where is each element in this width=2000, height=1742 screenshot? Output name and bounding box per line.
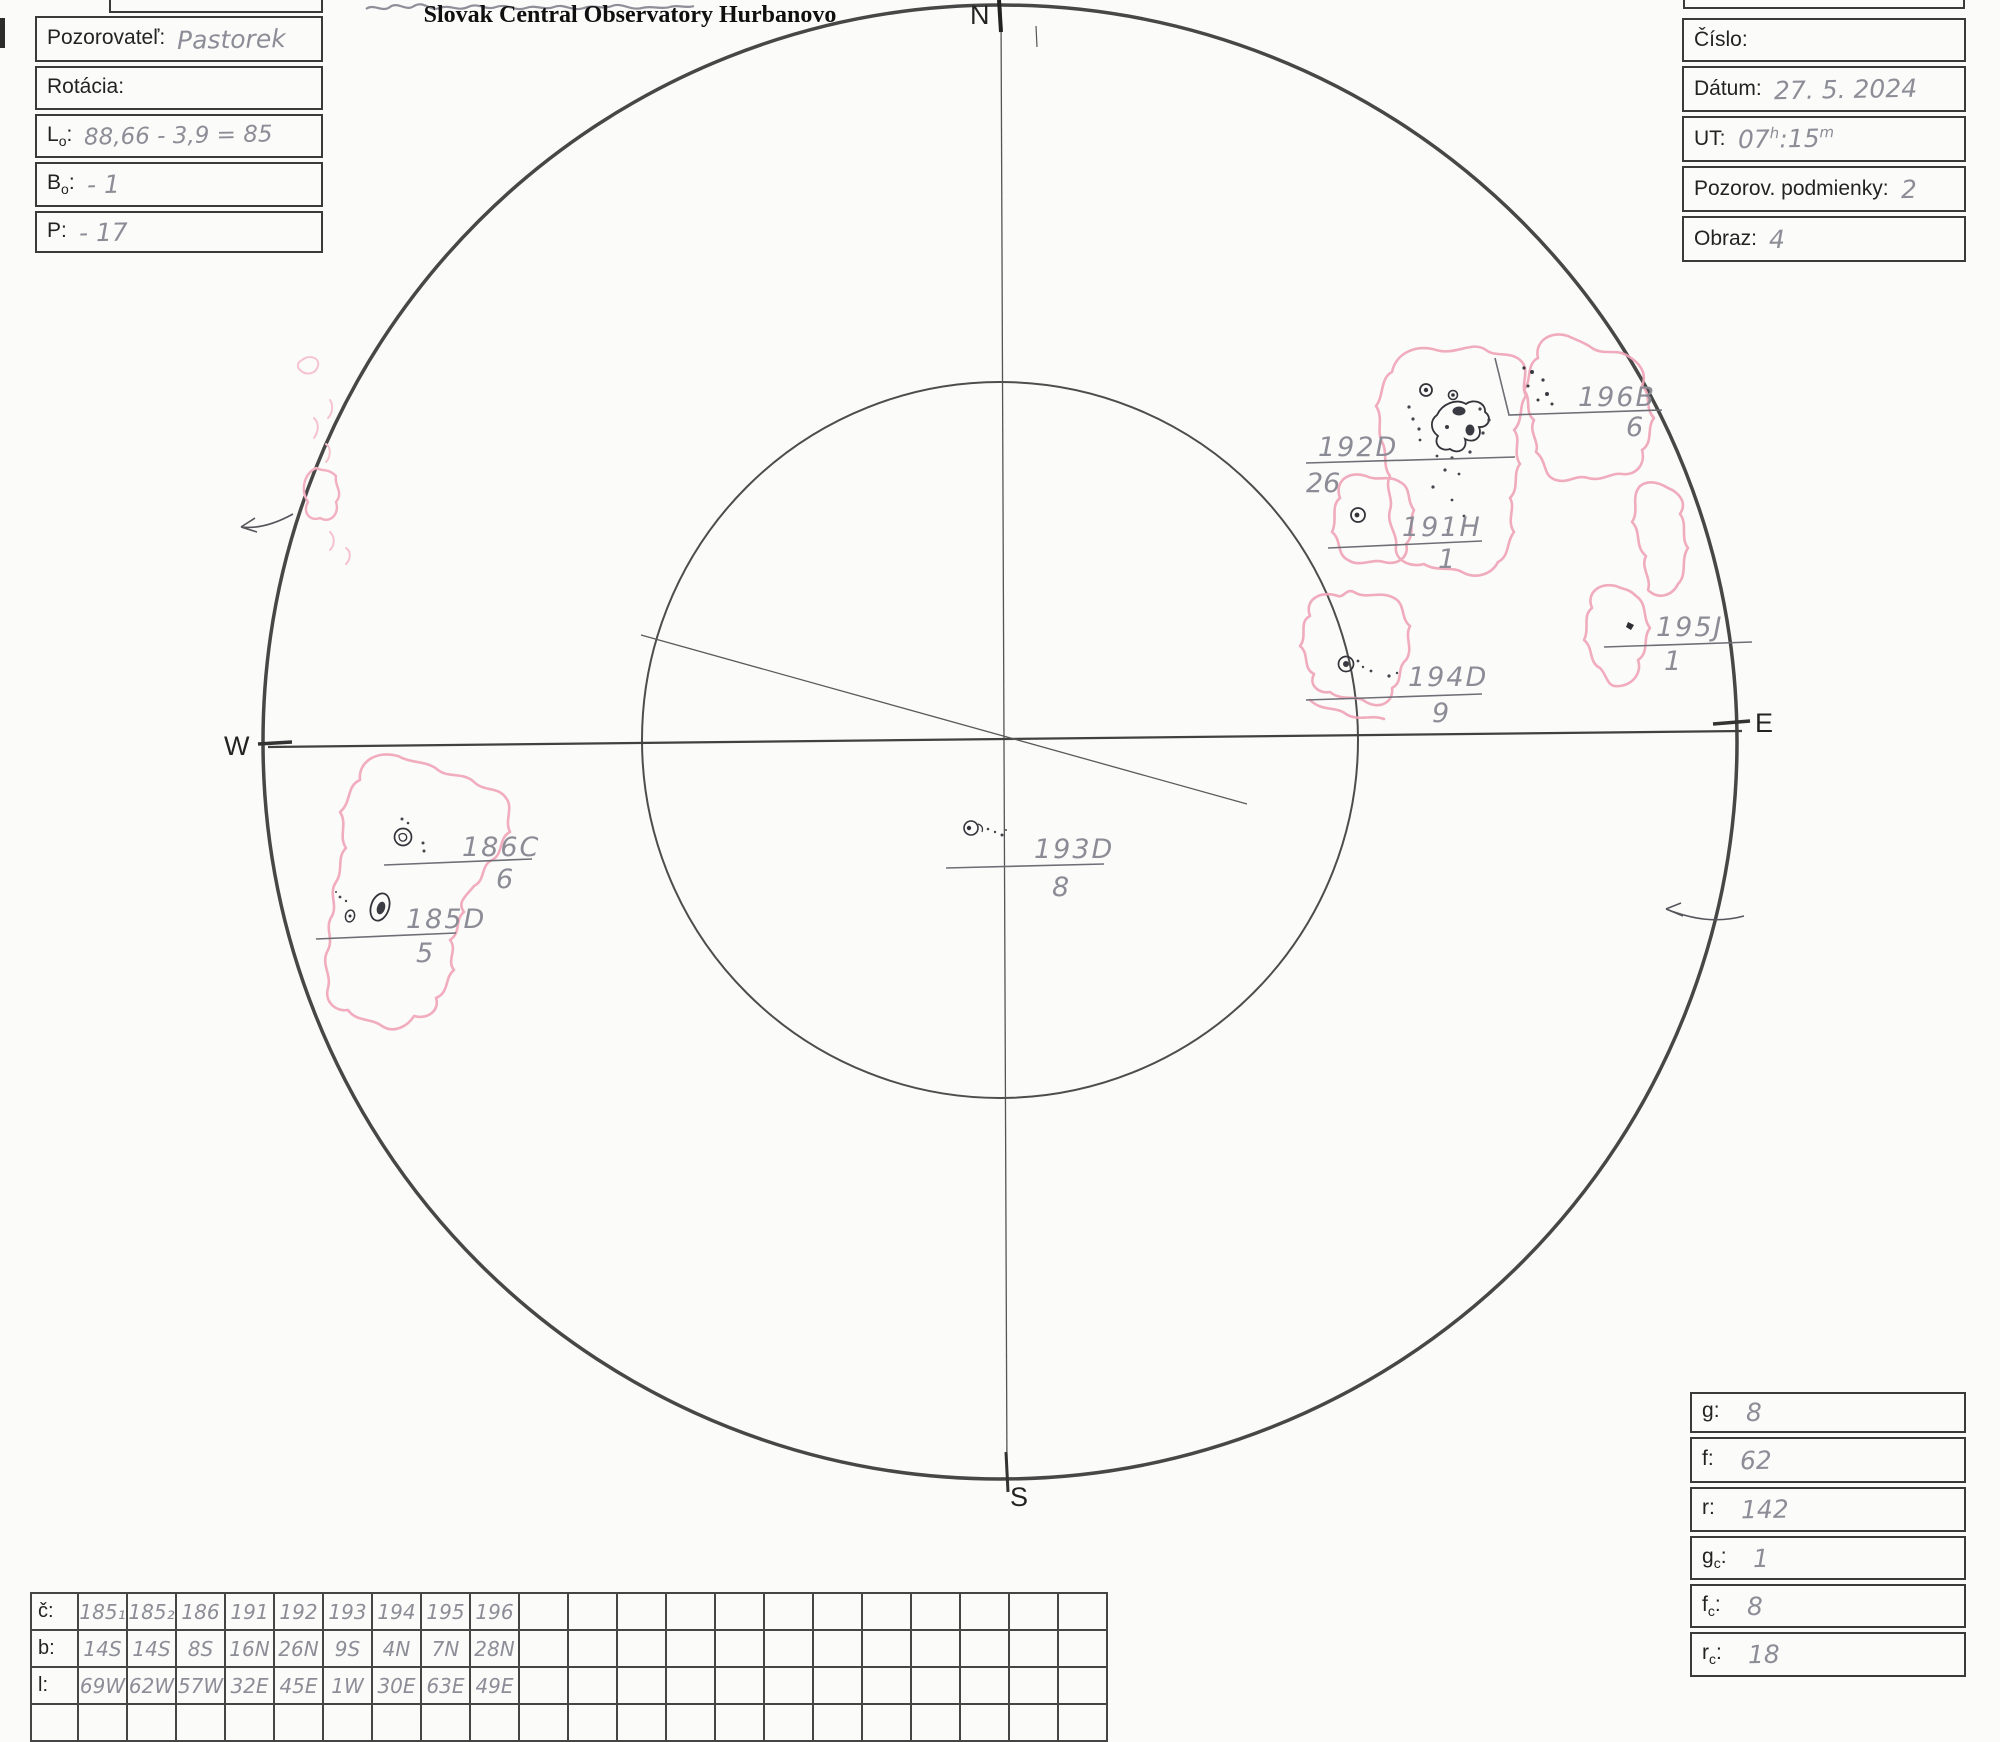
table-cell: 7N (422, 1631, 471, 1668)
field-value: 8 (1745, 1397, 1762, 1428)
field-value: 1 (1752, 1543, 1769, 1573)
table-cell: 45E (275, 1668, 324, 1705)
table-cell (961, 1668, 1010, 1705)
page-title: Slovak Central Observatory Hurbanovo (423, 2, 837, 28)
group-label: 193D (1034, 834, 1115, 865)
group-count: 5 (416, 938, 434, 969)
table-cell (618, 1594, 667, 1631)
table-cell: 57W (177, 1668, 226, 1705)
table-cell (667, 1705, 716, 1742)
table-row (32, 1631, 1108, 1668)
field-value: 2 (1900, 174, 1917, 204)
table-cell (1010, 1631, 1059, 1668)
horizontal-axis (268, 731, 1742, 747)
field-label: Číslo: (1694, 28, 1748, 51)
table-cell (765, 1705, 814, 1742)
table-cell (961, 1594, 1010, 1631)
table-cell (618, 1631, 667, 1668)
field-b0 (35, 162, 323, 207)
field-pozorovatel (35, 16, 323, 62)
group-annotation-185D (316, 904, 486, 969)
table-cell: 9S (324, 1631, 373, 1668)
group-label: 195J (1656, 612, 1724, 643)
group-label: 192D (1318, 432, 1399, 463)
table-cell (422, 1705, 471, 1742)
compass-e-label: E (1755, 708, 1774, 738)
table-cell (863, 1668, 912, 1705)
group-count: 1 (1664, 646, 1682, 677)
compass-w-label: W (224, 731, 250, 761)
table-cell: 49E (471, 1668, 520, 1705)
pink-outline-limb-trail (1632, 482, 1688, 595)
vertical-axis (1001, 8, 1007, 1478)
field-label: g: (1702, 1399, 1720, 1423)
field-value: 4 (1768, 224, 1786, 254)
field-value: Pastorek (176, 23, 287, 55)
table-cell (814, 1594, 863, 1631)
table-cell (177, 1705, 226, 1742)
table-cell (1010, 1668, 1059, 1705)
field-label: Obraz: (1694, 227, 1758, 250)
table-row-label: č: (32, 1594, 79, 1631)
field-label: $g_c$: (1702, 1544, 1727, 1572)
table-cell (716, 1668, 765, 1705)
table-row (32, 1705, 1108, 1742)
sunspots-193D (964, 821, 1007, 837)
table-cell (961, 1705, 1010, 1742)
table-cell (1059, 1705, 1108, 1742)
field-r (1690, 1487, 1966, 1532)
table-cell (765, 1668, 814, 1705)
table-row-label: l: (32, 1668, 79, 1705)
table-cell: 26N (275, 1631, 324, 1668)
field-value: 62 (1739, 1445, 1772, 1475)
group-annotation-193D (946, 834, 1114, 903)
table-cell (520, 1594, 569, 1631)
table-cell: 194 (373, 1594, 422, 1631)
table-cell (520, 1668, 569, 1705)
table-cell (373, 1705, 422, 1742)
table-cell (1059, 1594, 1108, 1631)
field-l0 (35, 114, 323, 158)
field-value: 27. 5. 2024 (1773, 73, 1918, 105)
table-cell (863, 1705, 912, 1742)
field-label: f: (1702, 1446, 1714, 1470)
table-cell: 4N (373, 1631, 422, 1668)
table-cell (618, 1705, 667, 1742)
table-cell: 32E (226, 1668, 275, 1705)
sunspots-194D (1339, 657, 1399, 678)
field-ut (1682, 116, 1966, 162)
table-cell (471, 1705, 520, 1742)
group-label: 185D (406, 904, 487, 935)
table-cell (961, 1631, 1010, 1668)
cutoff-box-left (110, 0, 322, 12)
table-cell (226, 1705, 275, 1742)
field-cislo (1682, 18, 1966, 62)
group-label: 186C (462, 832, 541, 863)
table-cell (863, 1594, 912, 1631)
pencil-arrow-right (1666, 903, 1744, 920)
table-cell (765, 1594, 814, 1631)
field-podmienky (1682, 166, 1966, 212)
table-cell: 63E (422, 1668, 471, 1705)
field-label: r: (1702, 1496, 1715, 1520)
field-label: UT: (1694, 127, 1726, 150)
compass-south (1006, 1452, 1028, 1512)
field-gc (1690, 1536, 1966, 1580)
compass-n-label: N (970, 0, 990, 30)
field-g (1690, 1392, 1966, 1433)
table-cell (275, 1705, 324, 1742)
field-label: $L_o$: (47, 122, 73, 150)
table-cell (1010, 1705, 1059, 1742)
table-cell (569, 1631, 618, 1668)
group-count: 26 (1306, 468, 1341, 499)
table-cell (716, 1594, 765, 1631)
sunspot-191H (1351, 508, 1365, 522)
table-cell: 14S (128, 1631, 177, 1668)
table-cell: 14S (79, 1631, 128, 1668)
table-cell (912, 1631, 961, 1668)
pink-outline-186C-185D (325, 754, 510, 1029)
table-cell: 69W (79, 1668, 128, 1705)
scan-artifact (0, 18, 5, 48)
table-cell (79, 1705, 128, 1742)
table-row (32, 1594, 1108, 1631)
table-cell (863, 1631, 912, 1668)
field-rotacia (35, 66, 323, 110)
table-cell (814, 1631, 863, 1668)
field-value: 8 (1746, 1591, 1763, 1621)
table-cell (912, 1594, 961, 1631)
group-count: 1 (1438, 544, 1456, 575)
field-label: Dátum: (1694, 77, 1762, 100)
table-cell (1059, 1668, 1108, 1705)
table-cell (618, 1668, 667, 1705)
table-cell (716, 1631, 765, 1668)
table-cell: 193 (324, 1594, 373, 1631)
table-cell: 28N (471, 1631, 520, 1668)
group-label: 196B (1578, 382, 1657, 413)
table-cell: 16N (226, 1631, 275, 1668)
field-obraz (1682, 216, 1966, 262)
table-cell (569, 1668, 618, 1705)
field-label: $f_c$: (1702, 1592, 1721, 1620)
equator-diagonal-line (641, 635, 1247, 804)
table-cell: 192 (275, 1594, 324, 1631)
sunspot-195J (1626, 622, 1634, 630)
table-cell (128, 1705, 177, 1742)
table-cell: 195 (422, 1594, 471, 1631)
table-cell (814, 1668, 863, 1705)
group-label: 191H (1402, 512, 1482, 543)
group-count: 6 (1626, 412, 1644, 443)
field-label: $r_c$: (1702, 1641, 1722, 1668)
table-cell (520, 1631, 569, 1668)
table-cell: 186 (177, 1594, 226, 1631)
cutoff-box-right (1684, 0, 1964, 8)
sunspots-185D (335, 891, 393, 923)
field-value: 07$^h$:15$^m$ (1737, 123, 1834, 155)
table-row-label: b: (32, 1631, 79, 1668)
pencil-arrow-left (241, 514, 293, 532)
group-label: 194D (1408, 662, 1489, 693)
table-cell (912, 1668, 961, 1705)
table-cell: 1W (324, 1668, 373, 1705)
table-cell (1059, 1631, 1108, 1668)
sunspots-186C (395, 818, 426, 853)
table-cell (814, 1705, 863, 1742)
table-cell: 8S (177, 1631, 226, 1668)
field-label: Pozorov. podmienky: (1694, 177, 1889, 200)
field-value: 88,66 - 3,9 = 85 (84, 121, 274, 151)
table-cell (667, 1668, 716, 1705)
table-cell (716, 1705, 765, 1742)
compass-s-label: S (1010, 1482, 1029, 1512)
table-cell: 62W (128, 1668, 177, 1705)
solar-disk-outline (263, 5, 1737, 1479)
field-value: 18 (1747, 1639, 1780, 1670)
table-cell (324, 1705, 373, 1742)
table-cell (667, 1631, 716, 1668)
group-count: 8 (1052, 872, 1070, 903)
table-cell (569, 1594, 618, 1631)
table-cell (912, 1705, 961, 1742)
compass-east (1713, 708, 1773, 738)
field-f (1690, 1437, 1966, 1483)
field-value: - 1 (86, 169, 120, 200)
table-cell: 196 (471, 1594, 520, 1631)
field-fc (1690, 1584, 1966, 1628)
table-cell: 191 (226, 1594, 275, 1631)
field-rc (1690, 1632, 1966, 1677)
field-label: Rotácia: (47, 74, 125, 98)
table-row (32, 1668, 1108, 1705)
group-annotation-192D (1306, 432, 1515, 499)
table-cell (569, 1705, 618, 1742)
pink-outline-195J (1584, 585, 1650, 686)
table-cell (520, 1705, 569, 1742)
table-cell (667, 1594, 716, 1631)
pink-tail-194D (1310, 700, 1384, 719)
table-cell (765, 1631, 814, 1668)
table-row-label (32, 1705, 79, 1742)
field-label: Pozorovateľ: (47, 25, 166, 49)
table-cell: 185₂ (128, 1594, 177, 1631)
faint-pink-limb-marks (298, 357, 350, 564)
table-cell: 30E (373, 1668, 422, 1705)
group-count: 6 (496, 864, 514, 895)
field-p (35, 211, 323, 253)
field-value: - 17 (78, 217, 128, 247)
table-cell: 185₁ (79, 1594, 128, 1631)
field-datum (1682, 66, 1966, 112)
field-label: $B_o$: (47, 171, 75, 198)
field-value: 142 (1740, 1494, 1789, 1525)
group-count: 9 (1432, 698, 1450, 729)
field-label: P: (47, 218, 67, 242)
group-annotation-186C (384, 832, 540, 895)
sunspot-groups-table (30, 1592, 1108, 1742)
table-cell (1010, 1594, 1059, 1631)
